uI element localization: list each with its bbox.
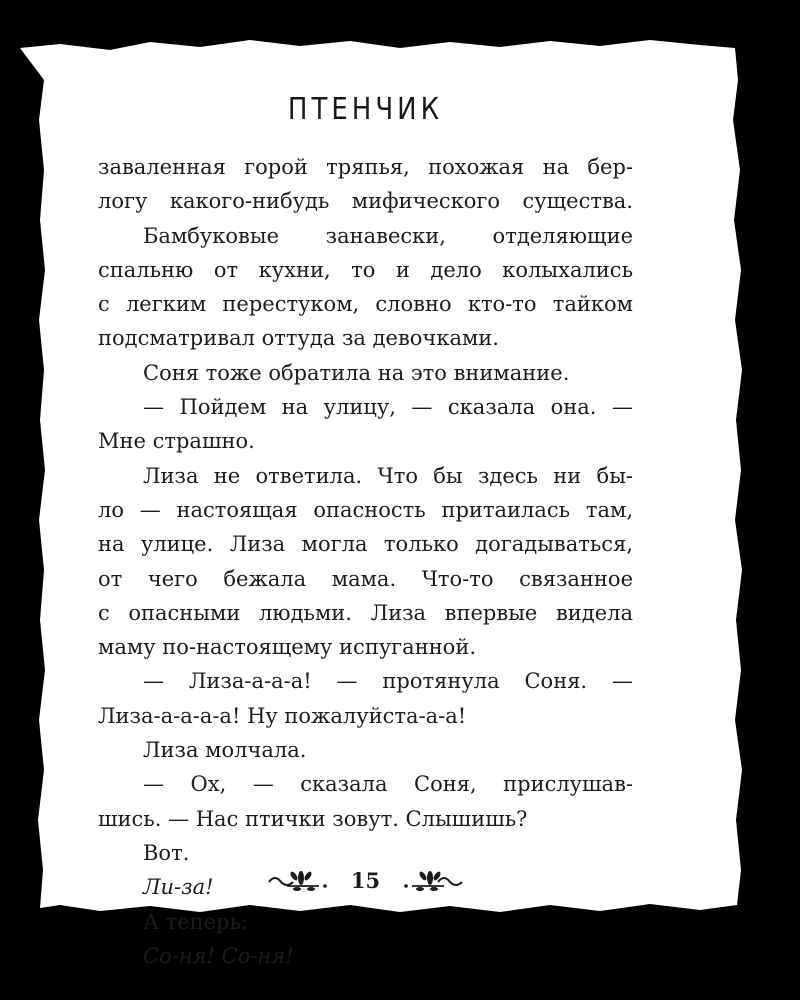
- text-line: маму по-настоящему испуганной.: [98, 635, 476, 660]
- text-line: Вот.: [143, 840, 190, 865]
- leaf-ornament-right-icon: [394, 868, 464, 892]
- text-line: заваленная горой тряпья, похожая на бер-: [98, 155, 633, 179]
- leaf-ornament-left-icon: [267, 868, 337, 892]
- text-line: на улице. Лиза могла только догадываться,: [98, 532, 633, 557]
- text-line: от чего бежала мама. Что-то связанное: [98, 566, 633, 591]
- text-line: с опасными людьми. Лиза впервые видела: [98, 600, 633, 625]
- page-content: [98, 85, 633, 968]
- text-line: ло — настоящая опасность притаилась там,: [98, 497, 633, 522]
- text-line: Мне страшно.: [98, 429, 255, 454]
- text-line: А теперь:: [143, 909, 248, 934]
- text-line: шись. — Нас птички зовут. Слышишь?: [98, 806, 528, 831]
- text-line: Бамбуковые занавески, отделяющие: [143, 223, 633, 248]
- text-line: Лиза не ответила. Что бы здесь ни бы-: [143, 463, 633, 488]
- text-line: спальню от кухни, то и дело колыхались: [98, 257, 633, 282]
- text-line: Соня тоже обратила на это внимание.: [143, 360, 570, 385]
- folio: [98, 860, 633, 900]
- text-line: подсматривал оттуда за девочками.: [98, 326, 499, 351]
- text-line: — Ох, — сказала Соня, прислушав-: [143, 772, 633, 797]
- text-line: Лиза-а-а-а-а! Ну пожалуйста-а-а!: [98, 703, 467, 728]
- text-line: с легким перестуком, словно кто-то тайком: [98, 292, 633, 317]
- text-line: Ли-за!: [143, 875, 214, 900]
- text-line: — Пойдем на улицу, — сказала она. —: [143, 395, 633, 420]
- text-line: Лиза молчала.: [143, 738, 307, 763]
- text-line: Со-ня! Со-ня!: [143, 943, 294, 968]
- text-line: — Лиза-а-а-а! — протянула Соня. —: [143, 669, 633, 694]
- text-line: логу какого-нибудь мифического существа.: [98, 189, 633, 214]
- body-text: [98, 150, 633, 973]
- page-number: 15: [350, 867, 381, 893]
- running-head: ПТЕНЧИК: [287, 92, 444, 128]
